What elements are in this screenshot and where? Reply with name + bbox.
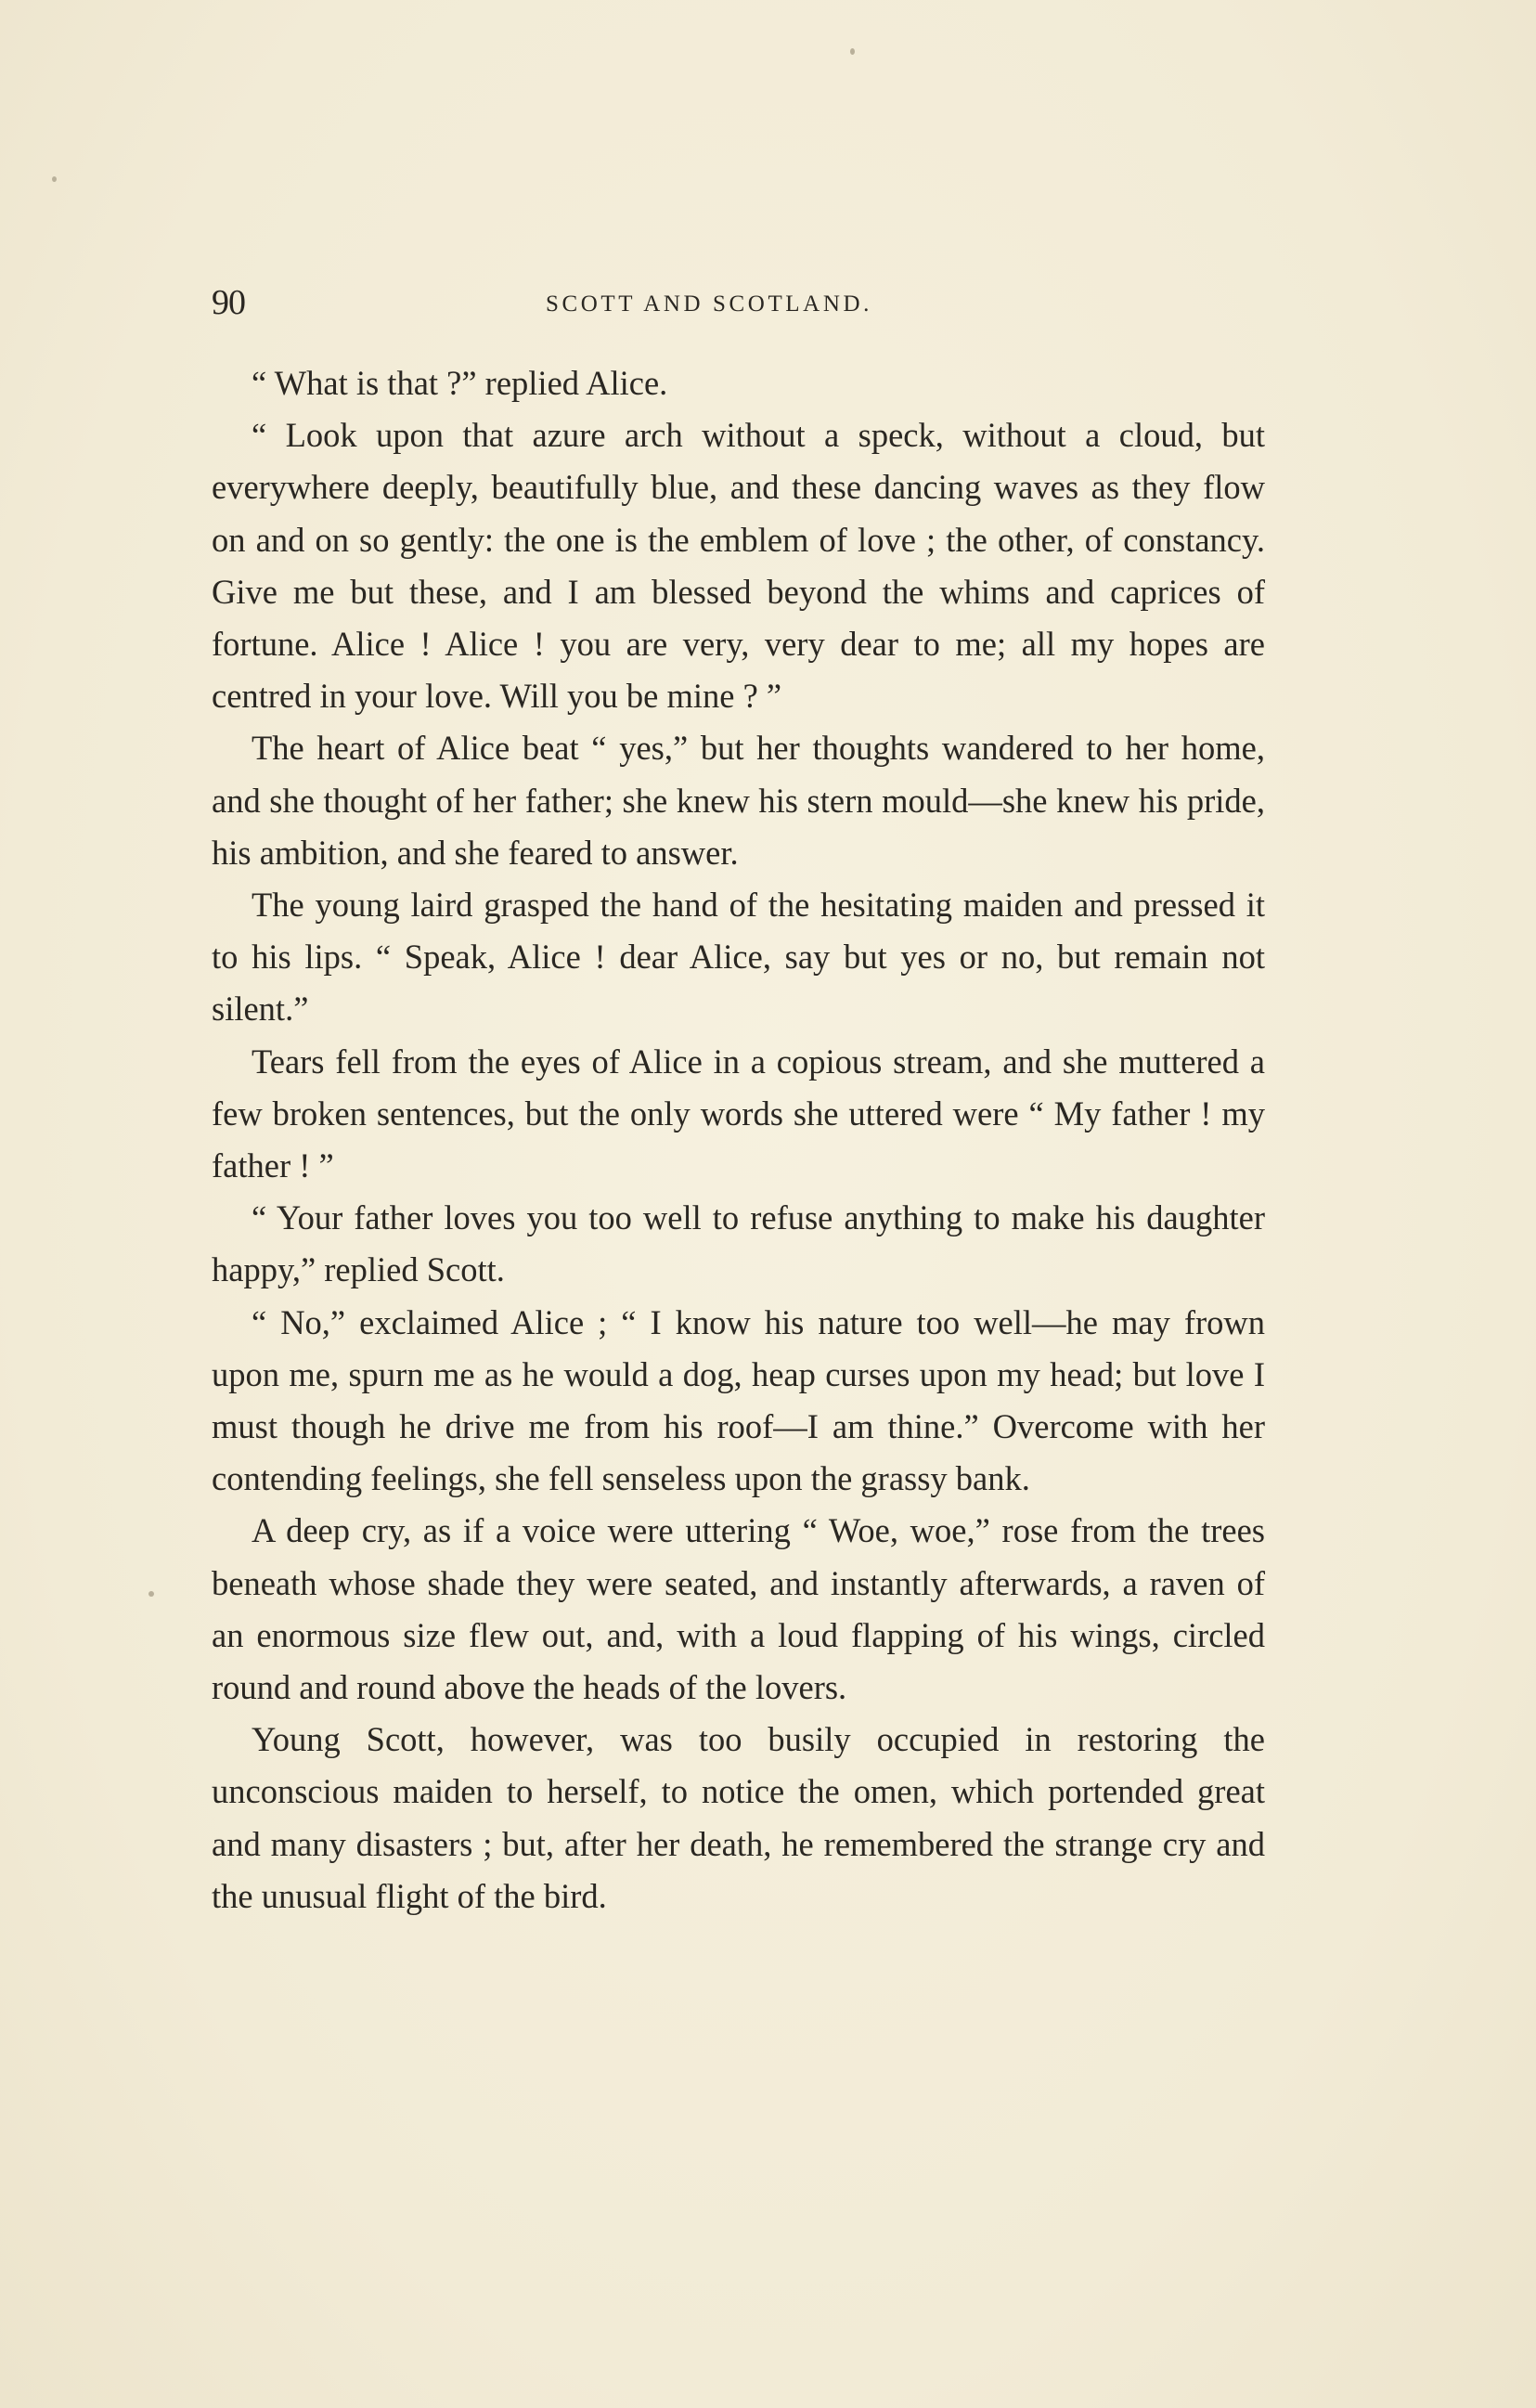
paragraph: “ What is that ?” replied Alice. [252,364,668,402]
paragraph: The heart of Alice beat “ yes,” but her thoughts wandered to her home, and she thought of her father; she knew his stern mould—she knew his pride, his ambition, and she feared to answer. [212,729,1265,872]
paragraph: Tears fell from the eyes of Alice in a copious stream, and she muttered a few broken sentences, but the only words she uttered were “ My father ! my father ! ” [212,1042,1265,1185]
paper-speck [850,48,855,55]
paragraph: A deep cry, as if a voice were uttering “ Woe, woe,” rose from the trees beneath whose shade they were seated, and instantly afterwards, a raven of an enormous size flew out, and, with a loud flapping of his wings, circled round and round above the heads of the lovers. [212,1511,1265,1707]
paper-speck [52,176,57,182]
paragraph: “ Look upon that azure arch without a speck, without a cloud, but everywhere deeply, beautifully blue, and these dancing waves as they flow on and on so gently: the one is the emblem of love ; the other, of constancy. Give me but these, and I am blessed beyond the whims and caprices of fortune. Alice ! Alice ! you are very, very dear to me; all my hopes are centred in your love. Will you be mine ? ” [212,416,1265,716]
paragraph: The young laird grasped the hand of the hesitating maiden and pressed it to his lips. “ Speak, Alice ! dear Alice, say but yes or no, but remain not silent.” [212,886,1265,1029]
body-text [212,357,1265,1923]
running-title: SCOTT AND SCOTLAND. [546,291,872,317]
paper-speck [148,1591,154,1597]
page-header [212,278,1265,334]
paragraph: “ Your father loves you too well to refuse anything to make his daughter happy,” replied Scott. [212,1198,1265,1289]
paragraph: Young Scott, however, was too busily occupied in restoring the unconscious maiden to herself, to notice the omen, which portended great and many disasters ; but, after her death, he remembered the strange cry and the unusual flight of the bird. [212,1720,1265,1915]
page-number: 90 [212,283,245,322]
paragraph: “ No,” exclaimed Alice ; “ I know his nature too well—he may frown upon me, spurn me as he would a dog, heap curses upon my head; but love I must though he drive me from his roof—I am thine.” Overcome with her contending feelings, she fell senseless upon the grassy bank. [212,1302,1265,1498]
